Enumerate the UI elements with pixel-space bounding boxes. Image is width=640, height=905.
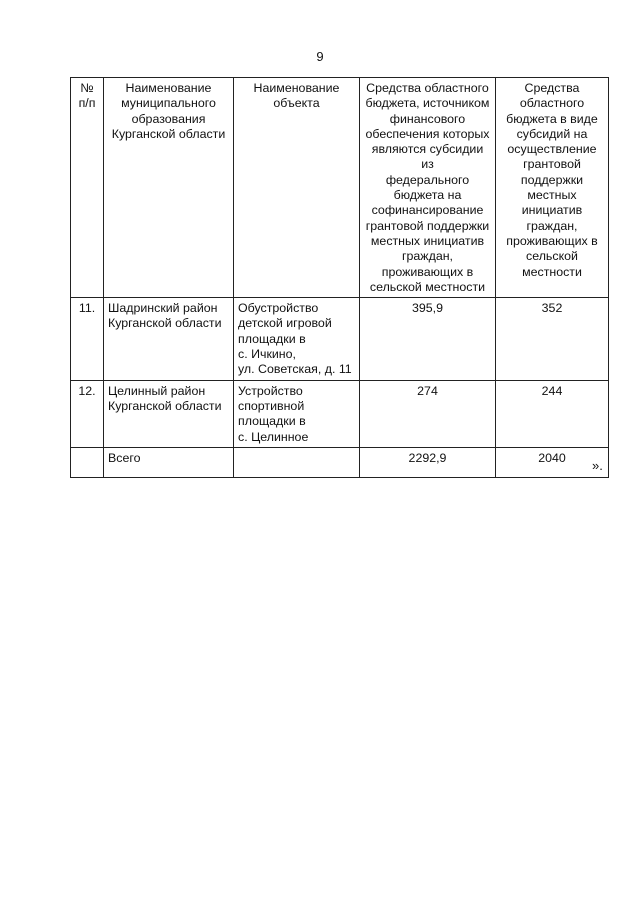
row-municipality: Шадринский район Курганской области [104, 298, 234, 380]
row-municipality: Целинный район Курганской области [104, 380, 234, 447]
closing-quote-mark: ». [592, 458, 603, 473]
row-federal-funds: 274 [360, 380, 496, 447]
table-header-row [71, 78, 609, 298]
header-federal-funds: Средства областного бюджета, источником финансового обеспечения которых являются субсидии из федерального бюджета на софинансирование грантовой поддержки местных инициатив граждан, проживающих в сельской местности [360, 78, 496, 298]
row-object: Устройство спортивной площадки в с. Целинное [234, 380, 360, 447]
table-total-row [71, 447, 609, 477]
total-label: Всего [104, 447, 234, 477]
header-municipality: Наименование муниципального образования Курганской области [104, 78, 234, 298]
budget-table [70, 77, 609, 478]
page-number: 9 [316, 49, 324, 64]
row-number: 11. [71, 298, 104, 380]
header-regional-funds: Средства областного бюджета в виде субсидий на осуществление грантовой поддержки местных инициатив граждан, проживающих в сельской местности [496, 78, 609, 298]
header-number: № п/п [71, 78, 104, 298]
header-object: Наименование объекта [234, 78, 360, 298]
row-regional-funds: 352 [496, 298, 609, 380]
total-regional-funds: 2040 [496, 447, 609, 477]
row-federal-funds: 395,9 [360, 298, 496, 380]
table-row [71, 380, 609, 447]
table-row [71, 298, 609, 380]
total-federal-funds: 2292,9 [360, 447, 496, 477]
total-number-cell [71, 447, 104, 477]
row-regional-funds: 244 [496, 380, 609, 447]
total-object-cell [234, 447, 360, 477]
row-object: Обустройство детской игровой площадки в с. Ичкино, ул. Советская, д. 11 [234, 298, 360, 380]
row-number: 12. [71, 380, 104, 447]
